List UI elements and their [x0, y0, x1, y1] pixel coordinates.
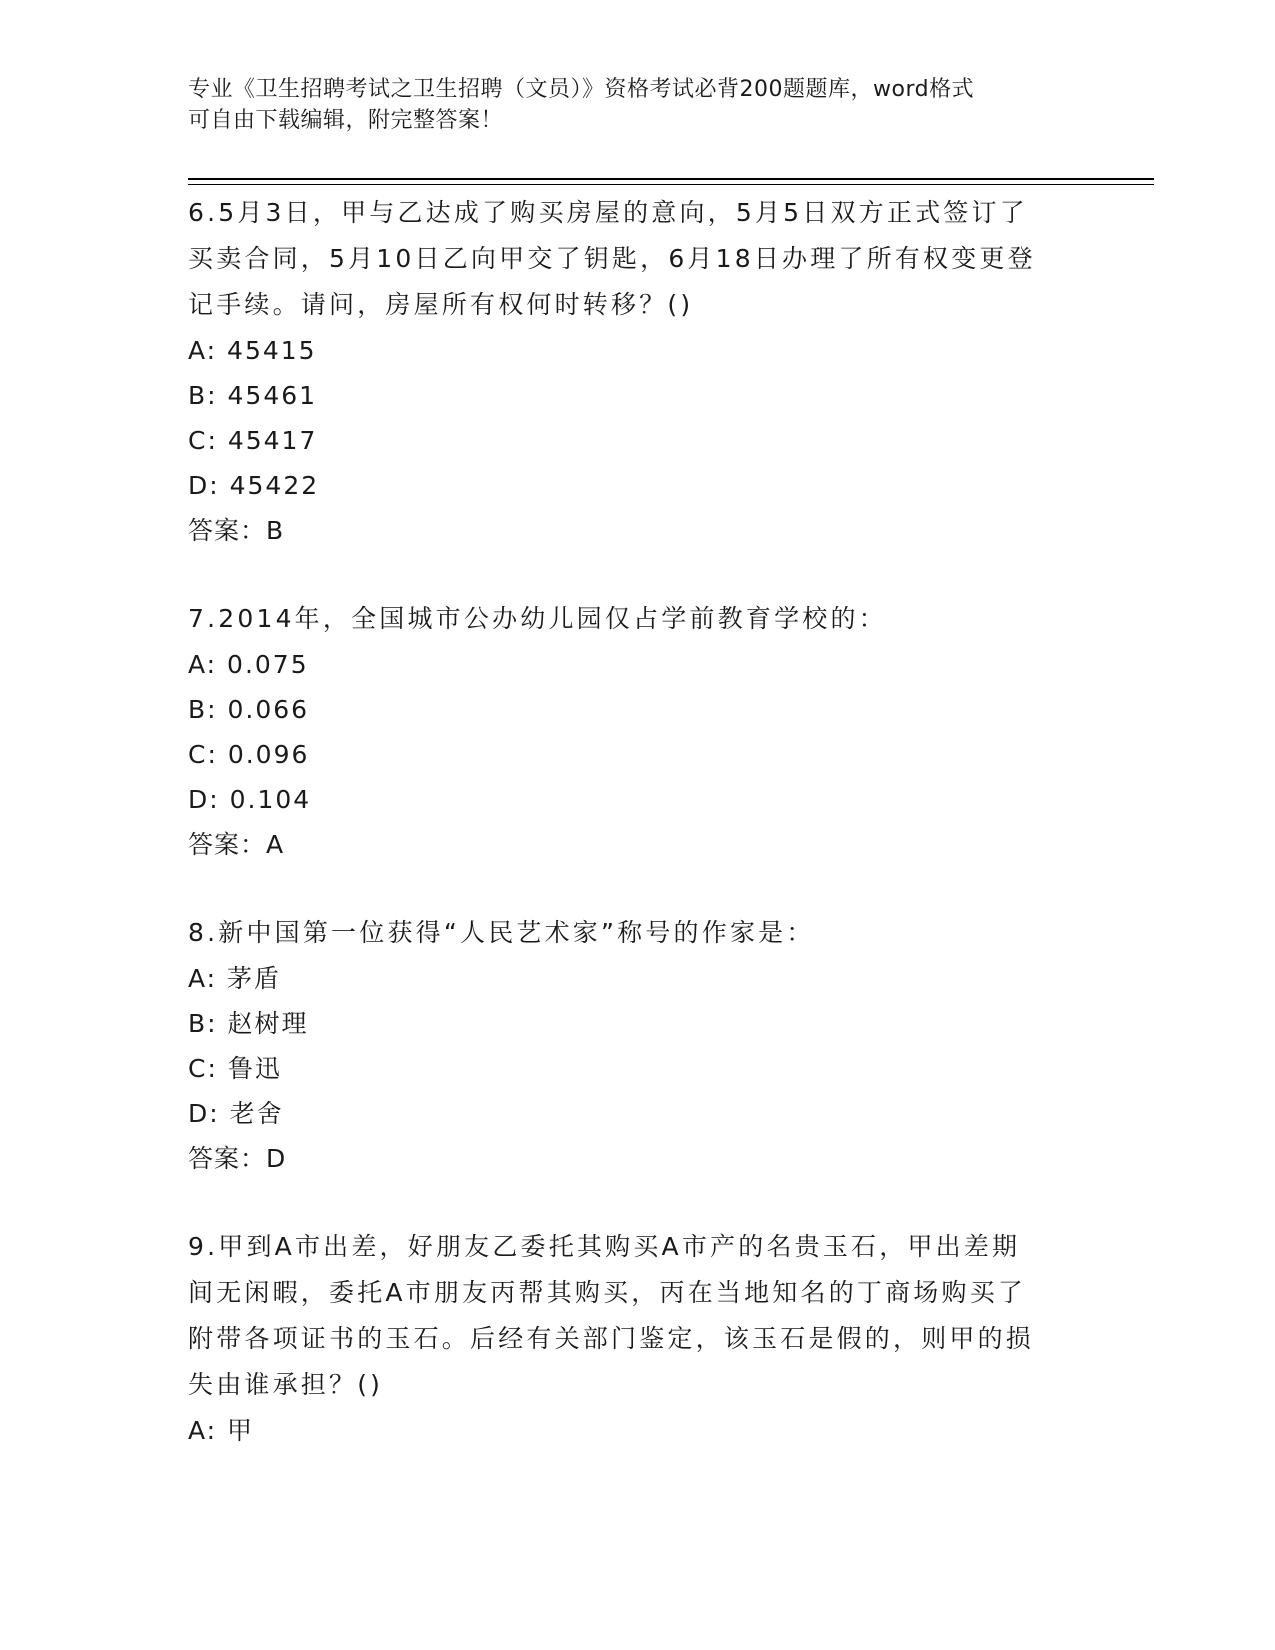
question-text-line: 7.2014年，全国城市公办幼儿园仅占学前教育学校的： [188, 604, 887, 633]
question-9 [188, 1224, 1088, 1453]
question-text-line: 6.5月3日，甲与乙达成了购买房屋的意向，5月5日双方正式签订了 [188, 198, 1028, 227]
option-c: C: 0.096 [188, 740, 310, 769]
option-b: B: 45461 [188, 381, 318, 410]
option-d: D: 老舍 [188, 1099, 284, 1128]
option-a: A: 甲 [188, 1416, 255, 1445]
question-text-line: 失由谁承担？() [188, 1370, 384, 1399]
option-a: A: 0.075 [188, 650, 309, 679]
option-b: B: 赵树理 [188, 1009, 309, 1038]
answer-line: 答案：B [188, 516, 285, 545]
document-header [188, 74, 1088, 136]
question-7 [188, 596, 1088, 867]
question-8 [188, 910, 1088, 1181]
option-c: C: 鲁迅 [188, 1054, 282, 1083]
question-text-line: 买卖合同，5月10日乙向甲交了钥匙，6月18日办理了所有权变更登 [188, 244, 1036, 273]
question-list [188, 190, 1088, 1496]
option-d: D: 45422 [188, 471, 320, 500]
option-a: A: 45415 [188, 336, 317, 365]
answer-line: 答案：A [188, 830, 285, 859]
question-text-line: 附带各项证书的玉石。后经有关部门鉴定，该玉石是假的，则甲的损 [188, 1324, 1035, 1353]
option-a: A: 茅盾 [188, 964, 282, 993]
header-line: 专业《卫生招聘考试之卫生招聘（文员）》资格考试必背200题题库，word格式 [188, 77, 975, 102]
question-text-line: 间无闲暇，委托A市朋友丙帮其购买，丙在当地知名的丁商场购买了 [188, 1278, 1027, 1307]
option-d: D: 0.104 [188, 785, 312, 814]
option-c: C: 45417 [188, 426, 318, 455]
question-text-line: 8.新中国第一位获得“人民艺术家”称号的作家是： [188, 918, 815, 947]
question-text-line: 9.甲到A市出差，好朋友乙委托其购买A市产的名贵玉石，甲出差期 [188, 1232, 1021, 1261]
question-6 [188, 190, 1088, 553]
option-b: B: 0.066 [188, 695, 310, 724]
question-text-line: 记手续。请问，房屋所有权何时转移？() [188, 290, 694, 319]
header-divider-thick [188, 178, 1154, 180]
header-divider-thin [188, 184, 1154, 185]
answer-line: 答案：D [188, 1144, 287, 1173]
header-line: 可自由下载编辑，附完整答案！ [188, 108, 504, 133]
